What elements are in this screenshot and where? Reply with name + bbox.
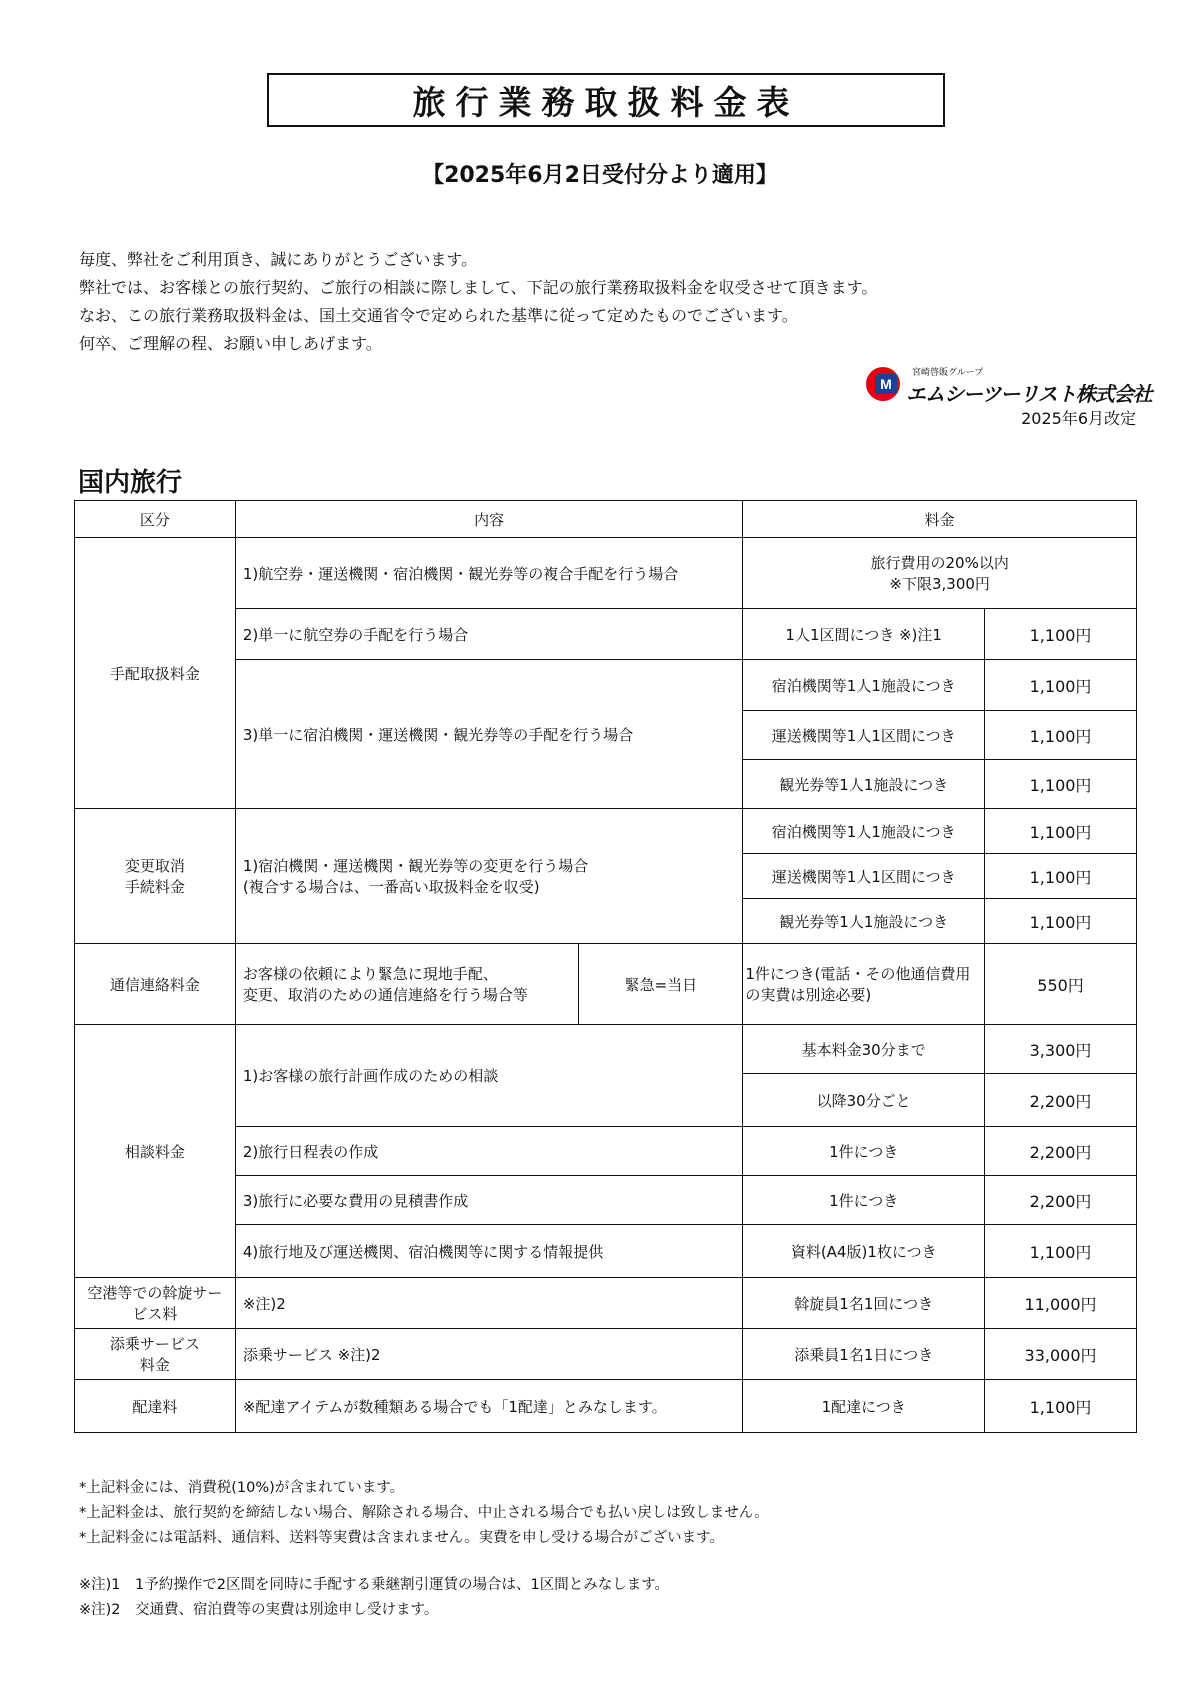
content-cell: 3)単一に宿泊機関・運送機関・観光券等の手配を行う場合 — [235, 660, 742, 809]
content-text: 1)宿泊機関・運送機関・観光券等の変更を行う場合 — [242, 857, 589, 875]
condition-cell: 緊急=当日 — [579, 944, 743, 1025]
content-cell: 1)お客様の旅行計画作成のための相談 — [235, 1025, 742, 1127]
price-cell: 550円 — [985, 944, 1137, 1025]
content-cell: 3)旅行に必要な費用の見積書作成 — [235, 1176, 742, 1225]
content-cell: 4)旅行地及び運送機関、宿泊機関等に関する情報提供 — [235, 1225, 742, 1278]
unit-text: の実費は別途必要) — [745, 986, 872, 1004]
unit-cell: 添乗員1名1日につき — [743, 1329, 985, 1380]
category-cell: 配達料 — [75, 1380, 236, 1433]
intro-line: 何卒、ご理解の程、お願い申しあげます。 — [79, 334, 382, 353]
note-line: *上記料金には、消費税(10%)が含まれています。 — [79, 1480, 405, 1496]
fee-cell — [743, 538, 1137, 609]
price-cell: 1,100円 — [985, 711, 1137, 760]
intro-line: なお、この旅行業務取扱料金は、国土交通省令で定められた基準に従って定めたものでございます。 — [79, 306, 798, 325]
unit-cell — [743, 944, 985, 1025]
price-cell: 2,200円 — [985, 1127, 1137, 1176]
table-row — [75, 1329, 1137, 1380]
content-text: 変更、取消のための通信連絡を行う場合等 — [242, 986, 528, 1004]
logo-letter: M — [875, 374, 897, 394]
unit-cell: 観光券等1人1施設につき — [743, 760, 985, 809]
price-cell: 2,200円 — [985, 1074, 1137, 1127]
intro-line: 弊社では、お客様との旅行契約、ご旅行の相談に際しまして、下記の旅行業務取扱料金を収受させて頂きます。 — [79, 278, 878, 297]
footnote-line: ※注)2 交通費、宿泊費等の実費は別途申し受けます。 — [79, 1602, 439, 1618]
category-text: 空港等での斡旋サー — [87, 1284, 223, 1302]
logo-icon — [866, 367, 900, 401]
section-title: 国内旅行 — [78, 468, 183, 498]
table-row — [75, 1278, 1137, 1329]
content-cell: 2)旅行日程表の作成 — [235, 1127, 742, 1176]
header-fee: 料金 — [743, 501, 1137, 538]
header-content: 内容 — [235, 501, 742, 538]
category-text: 料金 — [139, 1356, 170, 1374]
price-cell: 1,100円 — [985, 660, 1137, 711]
unit-cell: 宿泊機関等1人1施設につき — [743, 809, 985, 854]
price-cell: 1,100円 — [985, 1380, 1137, 1433]
company-name: エムシーツーリスト株式会社 — [906, 382, 1152, 406]
header-category: 区分 — [75, 501, 236, 538]
unit-cell: 観光券等1人1施設につき — [743, 899, 985, 944]
effective-date: 【2025年6月2日受付分より適用】 — [422, 163, 778, 188]
content-cell: 1)航空券・運送機関・宿泊機関・観光券等の複合手配を行う場合 — [235, 538, 742, 609]
category-text: 添乗サービス — [109, 1335, 200, 1353]
price-cell: 1,100円 — [985, 899, 1137, 944]
unit-cell: 1人1区間につき ※)注1 — [743, 609, 985, 660]
content-cell: 2)単一に航空券の手配を行う場合 — [235, 609, 742, 660]
fee-text: ※下限3,300円 — [889, 575, 990, 593]
category-text: 変更取消 — [124, 857, 185, 875]
table-header — [75, 501, 1137, 538]
intro-text — [79, 246, 877, 358]
unit-cell: 1配達につき — [743, 1380, 985, 1433]
table-row — [75, 944, 1137, 1025]
category-cell: 手配取扱料金 — [75, 538, 236, 809]
revision-date: 2025年6月改定 — [1021, 409, 1136, 428]
company-logo — [866, 363, 1152, 406]
fee-table — [74, 500, 1137, 1433]
price-cell: 1,100円 — [985, 609, 1137, 660]
group-name: 宮崎啓販グループ — [912, 368, 984, 378]
table-row — [75, 1025, 1137, 1074]
content-cell: 添乗サービス ※注)2 — [235, 1329, 742, 1380]
price-cell: 2,200円 — [985, 1176, 1137, 1225]
notes — [79, 1476, 769, 1623]
footnote-line: ※注)1 1予約操作で2区間を同時に手配する乗継割引運賃の場合は、1区間とみなします。 — [79, 1577, 670, 1593]
price-cell: 3,300円 — [985, 1025, 1137, 1074]
content-cell — [235, 809, 742, 944]
price-cell: 1,100円 — [985, 1225, 1137, 1278]
content-cell — [235, 944, 579, 1025]
category-text: 手続料金 — [124, 878, 185, 896]
table-row — [75, 538, 1137, 609]
unit-cell: 基本料金30分まで — [743, 1025, 985, 1074]
content-text: (複合する場合は、一番高い取扱料金を収受) — [242, 878, 540, 896]
unit-cell: 運送機関等1人1区間につき — [743, 711, 985, 760]
note-line: *上記料金には電話料、通信料、送料等実費は含まれません。実費を申し受ける場合がございます。 — [79, 1530, 724, 1546]
unit-cell: 以降30分ごと — [743, 1074, 985, 1127]
unit-cell: 1件につき — [743, 1127, 985, 1176]
unit-text: 1件につき(電話・その他通信費用 — [745, 965, 971, 983]
table-row — [75, 809, 1137, 854]
category-cell: 通信連絡料金 — [75, 944, 236, 1025]
price-cell: 1,100円 — [985, 760, 1137, 809]
content-text: お客様の依頼により緊急に現地手配、 — [242, 965, 498, 983]
unit-cell: 宿泊機関等1人1施設につき — [743, 660, 985, 711]
category-text: ビス料 — [132, 1305, 178, 1323]
unit-cell: 運送機関等1人1区間につき — [743, 854, 985, 899]
unit-cell: 資料(A4版)1枚につき — [743, 1225, 985, 1278]
content-cell: ※注)2 — [235, 1278, 742, 1329]
content-cell: ※配達アイテムが数種類ある場合でも「1配達」とみなします。 — [235, 1380, 742, 1433]
table-row — [75, 1380, 1137, 1433]
unit-cell: 斡旋員1名1回につき — [743, 1278, 985, 1329]
category-cell: 相談料金 — [75, 1025, 236, 1278]
intro-line: 毎度、弊社をご利用頂き、誠にありがとうございます。 — [79, 250, 478, 269]
price-cell: 1,100円 — [985, 854, 1137, 899]
page-title: 旅行業務取扱料金表 — [267, 73, 945, 127]
price-cell: 11,000円 — [985, 1278, 1137, 1329]
unit-cell: 1件につき — [743, 1176, 985, 1225]
category-cell — [75, 1278, 236, 1329]
price-cell: 33,000円 — [985, 1329, 1137, 1380]
spacer — [79, 1551, 769, 1573]
note-line: *上記料金は、旅行契約を締結しない場合、解除される場合、中止される場合でも払い戻しは致しません。 — [79, 1505, 769, 1521]
category-cell — [75, 809, 236, 944]
category-cell — [75, 1329, 236, 1380]
price-cell: 1,100円 — [985, 809, 1137, 854]
fee-text: 旅行費用の20%以内 — [870, 554, 1009, 572]
